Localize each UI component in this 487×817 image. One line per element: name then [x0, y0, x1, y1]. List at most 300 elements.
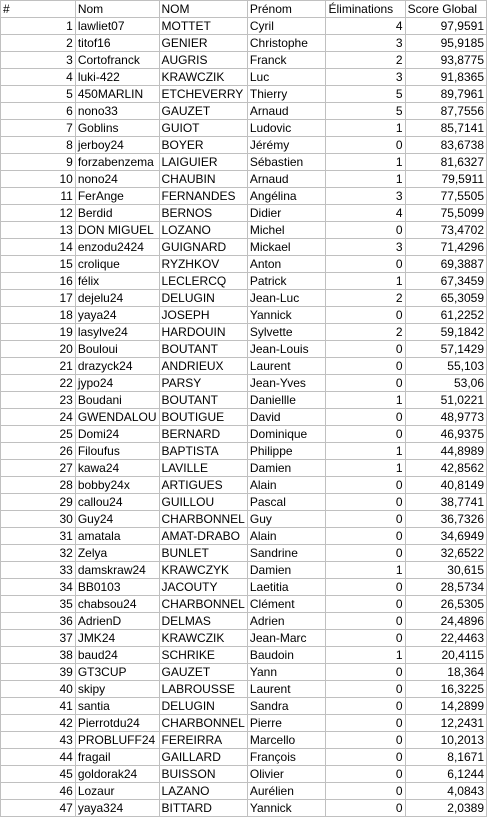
- eliminations-cell[interactable]: 3: [326, 35, 405, 52]
- score-cell[interactable]: 51,0221: [405, 392, 486, 409]
- eliminations-cell[interactable]: 0: [326, 358, 405, 375]
- score-cell[interactable]: 95,9185: [405, 35, 486, 52]
- score-cell[interactable]: 77,5505: [405, 188, 486, 205]
- eliminations-cell[interactable]: 5: [326, 103, 405, 120]
- pseudo-cell[interactable]: Lozaur: [75, 783, 159, 800]
- table-row: [1, 443, 487, 460]
- lastname-cell[interactable]: MOTTET: [159, 18, 247, 35]
- header-cell-pseudo[interactable]: Nom: [75, 1, 159, 18]
- lastname-cell[interactable]: GUILLOU: [159, 494, 247, 511]
- pseudo-cell[interactable]: skipy: [75, 681, 159, 698]
- rank-cell[interactable]: 4: [1, 69, 76, 86]
- firstname-cell[interactable]: Jean-Luc: [247, 290, 326, 307]
- lastname-cell[interactable]: CHARBONNEL: [159, 596, 247, 613]
- eliminations-cell[interactable]: 1: [326, 171, 405, 188]
- pseudo-cell[interactable]: enzodu2424: [75, 239, 159, 256]
- firstname-cell[interactable]: Laetitia: [247, 579, 326, 596]
- rank-cell[interactable]: 36: [1, 613, 76, 630]
- pseudo-cell[interactable]: yaya324: [75, 800, 159, 817]
- pseudo-cell[interactable]: AdrienD: [75, 613, 159, 630]
- score-cell[interactable]: 32,6522: [405, 545, 486, 562]
- firstname-cell[interactable]: Luc: [247, 69, 326, 86]
- rank-cell[interactable]: 1: [1, 18, 76, 35]
- lastname-cell[interactable]: BERNOS: [159, 205, 247, 222]
- score-cell[interactable]: 38,7741: [405, 494, 486, 511]
- lastname-cell[interactable]: LECLERCQ: [159, 273, 247, 290]
- firstname-cell[interactable]: Mickael: [247, 239, 326, 256]
- pseudo-cell[interactable]: JMK24: [75, 630, 159, 647]
- firstname-cell[interactable]: Jean-Marc: [247, 630, 326, 647]
- lastname-cell[interactable]: GAILLARD: [159, 749, 247, 766]
- table-row: [1, 86, 487, 103]
- rank-cell[interactable]: 7: [1, 120, 76, 137]
- eliminations-cell[interactable]: 0: [326, 341, 405, 358]
- score-cell[interactable]: 81,6327: [405, 154, 486, 171]
- firstname-cell[interactable]: Sylvette: [247, 324, 326, 341]
- firstname-cell[interactable]: Jean-Yves: [247, 375, 326, 392]
- pseudo-cell[interactable]: lasylve24: [75, 324, 159, 341]
- eliminations-cell[interactable]: 0: [326, 256, 405, 273]
- lastname-cell[interactable]: FEREIRRA: [159, 732, 247, 749]
- header-cell-firstname[interactable]: Prénom: [247, 1, 326, 18]
- rank-cell[interactable]: 33: [1, 562, 76, 579]
- eliminations-cell[interactable]: 0: [326, 409, 405, 426]
- lastname-cell[interactable]: LAZANO: [159, 783, 247, 800]
- firstname-cell[interactable]: Cyril: [247, 18, 326, 35]
- pseudo-cell[interactable]: Filoufus: [75, 443, 159, 460]
- rank-cell[interactable]: 13: [1, 222, 76, 239]
- firstname-cell[interactable]: Marcello: [247, 732, 326, 749]
- eliminations-cell[interactable]: 0: [326, 494, 405, 511]
- lastname-cell[interactable]: LAIGUIER: [159, 154, 247, 171]
- table-row: [1, 239, 487, 256]
- lastname-cell[interactable]: GUIOT: [159, 120, 247, 137]
- pseudo-cell[interactable]: bobby24x: [75, 477, 159, 494]
- score-cell[interactable]: 4,0843: [405, 783, 486, 800]
- rank-cell[interactable]: 40: [1, 681, 76, 698]
- rank-cell[interactable]: 15: [1, 256, 76, 273]
- rank-cell[interactable]: 21: [1, 358, 76, 375]
- eliminations-cell[interactable]: 1: [326, 392, 405, 409]
- eliminations-cell[interactable]: 3: [326, 69, 405, 86]
- firstname-cell[interactable]: Aurélien: [247, 783, 326, 800]
- pseudo-cell[interactable]: nono33: [75, 103, 159, 120]
- firstname-cell[interactable]: Jean-Louis: [247, 341, 326, 358]
- lastname-cell[interactable]: BITTARD: [159, 800, 247, 817]
- rank-cell[interactable]: 18: [1, 307, 76, 324]
- rank-cell[interactable]: 41: [1, 698, 76, 715]
- score-cell[interactable]: 87,7556: [405, 103, 486, 120]
- eliminations-cell[interactable]: 0: [326, 698, 405, 715]
- pseudo-cell[interactable]: crolique: [75, 256, 159, 273]
- pseudo-cell[interactable]: félix: [75, 273, 159, 290]
- lastname-cell[interactable]: HARDOUIN: [159, 324, 247, 341]
- eliminations-cell[interactable]: 0: [326, 137, 405, 154]
- rank-cell[interactable]: 22: [1, 375, 76, 392]
- score-cell[interactable]: 93,8775: [405, 52, 486, 69]
- pseudo-cell[interactable]: dejelu24: [75, 290, 159, 307]
- score-cell[interactable]: 83,6738: [405, 137, 486, 154]
- lastname-cell[interactable]: RYZHKOV: [159, 256, 247, 273]
- firstname-cell[interactable]: Sandrine: [247, 545, 326, 562]
- header-cell-lastname[interactable]: NOM: [159, 1, 247, 18]
- lastname-cell[interactable]: AMAT-DRABO: [159, 528, 247, 545]
- rank-cell[interactable]: 10: [1, 171, 76, 188]
- rank-cell[interactable]: 3: [1, 52, 76, 69]
- firstname-cell[interactable]: Sandra: [247, 698, 326, 715]
- pseudo-cell[interactable]: lawliet07: [75, 18, 159, 35]
- score-cell[interactable]: 79,5911: [405, 171, 486, 188]
- score-cell[interactable]: 14,2899: [405, 698, 486, 715]
- firstname-cell[interactable]: Jérémy: [247, 137, 326, 154]
- pseudo-cell[interactable]: goldorak24: [75, 766, 159, 783]
- score-cell[interactable]: 85,7141: [405, 120, 486, 137]
- pseudo-cell[interactable]: Bouloui: [75, 341, 159, 358]
- eliminations-cell[interactable]: 0: [326, 664, 405, 681]
- eliminations-cell[interactable]: 2: [326, 290, 405, 307]
- firstname-cell[interactable]: Adrien: [247, 613, 326, 630]
- header-cell-score[interactable]: Score Global: [405, 1, 486, 18]
- lastname-cell[interactable]: JACOUTY: [159, 579, 247, 596]
- firstname-cell[interactable]: Ludovic: [247, 120, 326, 137]
- lastname-cell[interactable]: BOUTIGUE: [159, 409, 247, 426]
- eliminations-cell[interactable]: 2: [326, 52, 405, 69]
- rank-cell[interactable]: 30: [1, 511, 76, 528]
- pseudo-cell[interactable]: BB0103: [75, 579, 159, 596]
- table-row: [1, 647, 487, 664]
- rank-cell[interactable]: 44: [1, 749, 76, 766]
- pseudo-cell[interactable]: GWENDALOU: [75, 409, 159, 426]
- rank-cell[interactable]: 16: [1, 273, 76, 290]
- pseudo-cell[interactable]: drazyck24: [75, 358, 159, 375]
- eliminations-cell[interactable]: 1: [326, 273, 405, 290]
- lastname-cell[interactable]: GAUZET: [159, 664, 247, 681]
- score-cell[interactable]: 69,3887: [405, 256, 486, 273]
- lastname-cell[interactable]: BUNLET: [159, 545, 247, 562]
- table-row: [1, 800, 487, 817]
- eliminations-cell[interactable]: 0: [326, 596, 405, 613]
- pseudo-cell[interactable]: PROBLUFF24: [75, 732, 159, 749]
- score-cell[interactable]: 67,3459: [405, 273, 486, 290]
- rank-cell[interactable]: 38: [1, 647, 76, 664]
- lastname-cell[interactable]: KRAWCZYK: [159, 562, 247, 579]
- lastname-cell[interactable]: DELUGIN: [159, 290, 247, 307]
- pseudo-cell[interactable]: Boudani: [75, 392, 159, 409]
- score-cell[interactable]: 6,1244: [405, 766, 486, 783]
- table-row: [1, 613, 487, 630]
- pseudo-cell[interactable]: callou24: [75, 494, 159, 511]
- score-cell[interactable]: 53,06: [405, 375, 486, 392]
- score-cell[interactable]: 59,1842: [405, 324, 486, 341]
- table-row: [1, 494, 487, 511]
- lastname-cell[interactable]: BERNARD: [159, 426, 247, 443]
- firstname-cell[interactable]: Yannick: [247, 307, 326, 324]
- rank-cell[interactable]: 37: [1, 630, 76, 647]
- eliminations-cell[interactable]: 0: [326, 681, 405, 698]
- rank-cell[interactable]: 28: [1, 477, 76, 494]
- eliminations-cell[interactable]: 1: [326, 460, 405, 477]
- pseudo-cell[interactable]: DON MIGUEL: [75, 222, 159, 239]
- score-cell[interactable]: 34,6949: [405, 528, 486, 545]
- rank-cell[interactable]: 14: [1, 239, 76, 256]
- lastname-cell[interactable]: KRAWCZIK: [159, 630, 247, 647]
- firstname-cell[interactable]: Patrick: [247, 273, 326, 290]
- firstname-cell[interactable]: Didier: [247, 205, 326, 222]
- table-row: [1, 52, 487, 69]
- lastname-cell[interactable]: ARTIGUES: [159, 477, 247, 494]
- rank-cell[interactable]: 17: [1, 290, 76, 307]
- score-cell[interactable]: 97,9591: [405, 18, 486, 35]
- rank-cell[interactable]: 23: [1, 392, 76, 409]
- rank-cell[interactable]: 47: [1, 800, 76, 817]
- score-cell[interactable]: 22,4463: [405, 630, 486, 647]
- lastname-cell[interactable]: KRAWCZIK: [159, 69, 247, 86]
- score-cell[interactable]: 44,8989: [405, 443, 486, 460]
- table-row: [1, 528, 487, 545]
- lastname-cell[interactable]: JOSEPH: [159, 307, 247, 324]
- firstname-cell[interactable]: Angélina: [247, 188, 326, 205]
- eliminations-cell[interactable]: 1: [326, 120, 405, 137]
- pseudo-cell[interactable]: titof16: [75, 35, 159, 52]
- lastname-cell[interactable]: LABROUSSE: [159, 681, 247, 698]
- score-cell[interactable]: 2,0389: [405, 800, 486, 817]
- eliminations-cell[interactable]: 0: [326, 783, 405, 800]
- eliminations-cell[interactable]: 0: [326, 579, 405, 596]
- eliminations-cell[interactable]: 2: [326, 324, 405, 341]
- header-cell-eliminations[interactable]: Éliminations: [326, 1, 405, 18]
- rank-cell[interactable]: 19: [1, 324, 76, 341]
- firstname-cell[interactable]: Laurent: [247, 358, 326, 375]
- table-row: [1, 664, 487, 681]
- lastname-cell[interactable]: DELUGIN: [159, 698, 247, 715]
- eliminations-cell[interactable]: 1: [326, 562, 405, 579]
- pseudo-cell[interactable]: chabsou24: [75, 596, 159, 613]
- pseudo-cell[interactable]: Pierrotdu24: [75, 715, 159, 732]
- score-cell[interactable]: 65,3059: [405, 290, 486, 307]
- pseudo-cell[interactable]: santia: [75, 698, 159, 715]
- firstname-cell[interactable]: Damien: [247, 562, 326, 579]
- rank-cell[interactable]: 27: [1, 460, 76, 477]
- lastname-cell[interactable]: PARSY: [159, 375, 247, 392]
- lastname-cell[interactable]: DELMAS: [159, 613, 247, 630]
- pseudo-cell[interactable]: amatala: [75, 528, 159, 545]
- lastname-cell[interactable]: BOUTANT: [159, 392, 247, 409]
- firstname-cell[interactable]: Christophe: [247, 35, 326, 52]
- firstname-cell[interactable]: Sébastien: [247, 154, 326, 171]
- rank-cell[interactable]: 26: [1, 443, 76, 460]
- score-cell[interactable]: 71,4296: [405, 239, 486, 256]
- lastname-cell[interactable]: LOZANO: [159, 222, 247, 239]
- firstname-cell[interactable]: Guy: [247, 511, 326, 528]
- firstname-cell[interactable]: Yann: [247, 664, 326, 681]
- table-row: [1, 103, 487, 120]
- eliminations-cell[interactable]: 0: [326, 715, 405, 732]
- pseudo-cell[interactable]: Goblins: [75, 120, 159, 137]
- score-cell[interactable]: 28,5734: [405, 579, 486, 596]
- pseudo-cell[interactable]: Cortofranck: [75, 52, 159, 69]
- firstname-cell[interactable]: Michel: [247, 222, 326, 239]
- pseudo-cell[interactable]: Berdid: [75, 205, 159, 222]
- firstname-cell[interactable]: Yannick: [247, 800, 326, 817]
- eliminations-cell[interactable]: 0: [326, 630, 405, 647]
- lastname-cell[interactable]: BAPTISTA: [159, 443, 247, 460]
- rank-cell[interactable]: 45: [1, 766, 76, 783]
- lastname-cell[interactable]: ANDRIEUX: [159, 358, 247, 375]
- eliminations-cell[interactable]: 0: [326, 528, 405, 545]
- firstname-cell[interactable]: Arnaud: [247, 103, 326, 120]
- eliminations-cell[interactable]: 0: [326, 749, 405, 766]
- rank-cell[interactable]: 39: [1, 664, 76, 681]
- pseudo-cell[interactable]: Guy24: [75, 511, 159, 528]
- pseudo-cell[interactable]: fragail: [75, 749, 159, 766]
- firstname-cell[interactable]: David: [247, 409, 326, 426]
- table-row: [1, 137, 487, 154]
- rank-cell[interactable]: 20: [1, 341, 76, 358]
- pseudo-cell[interactable]: FerAnge: [75, 188, 159, 205]
- rank-cell[interactable]: 2: [1, 35, 76, 52]
- firstname-cell[interactable]: Pascal: [247, 494, 326, 511]
- eliminations-cell[interactable]: 0: [326, 222, 405, 239]
- eliminations-cell[interactable]: 0: [326, 545, 405, 562]
- eliminations-cell[interactable]: 1: [326, 647, 405, 664]
- firstname-cell[interactable]: Alain: [247, 528, 326, 545]
- score-cell[interactable]: 16,3225: [405, 681, 486, 698]
- eliminations-cell[interactable]: 0: [326, 613, 405, 630]
- firstname-cell[interactable]: Baudoin: [247, 647, 326, 664]
- rank-cell[interactable]: 12: [1, 205, 76, 222]
- rank-cell[interactable]: 42: [1, 715, 76, 732]
- rank-cell[interactable]: 9: [1, 154, 76, 171]
- firstname-cell[interactable]: Pierre: [247, 715, 326, 732]
- eliminations-cell[interactable]: 4: [326, 205, 405, 222]
- firstname-cell[interactable]: Arnaud: [247, 171, 326, 188]
- lastname-cell[interactable]: CHAUBIN: [159, 171, 247, 188]
- eliminations-cell[interactable]: 0: [326, 511, 405, 528]
- rank-cell[interactable]: 25: [1, 426, 76, 443]
- score-cell[interactable]: 73,4702: [405, 222, 486, 239]
- firstname-cell[interactable]: François: [247, 749, 326, 766]
- score-cell[interactable]: 91,8365: [405, 69, 486, 86]
- score-cell[interactable]: 89,7961: [405, 86, 486, 103]
- lastname-cell[interactable]: FERNANDES: [159, 188, 247, 205]
- eliminations-cell[interactable]: 1: [326, 443, 405, 460]
- eliminations-cell[interactable]: 0: [326, 477, 405, 494]
- header-cell-rank[interactable]: #: [1, 1, 76, 18]
- rank-cell[interactable]: 24: [1, 409, 76, 426]
- score-cell[interactable]: 18,364: [405, 664, 486, 681]
- eliminations-cell[interactable]: 0: [326, 307, 405, 324]
- pseudo-cell[interactable]: luki-422: [75, 69, 159, 86]
- pseudo-cell[interactable]: 450MARLIN: [75, 86, 159, 103]
- rank-cell[interactable]: 32: [1, 545, 76, 562]
- eliminations-cell[interactable]: 4: [326, 18, 405, 35]
- eliminations-cell[interactable]: 3: [326, 188, 405, 205]
- eliminations-cell[interactable]: 0: [326, 766, 405, 783]
- pseudo-cell[interactable]: kawa24: [75, 460, 159, 477]
- pseudo-cell[interactable]: Domi24: [75, 426, 159, 443]
- eliminations-cell[interactable]: 5: [326, 86, 405, 103]
- lastname-cell[interactable]: GENIER: [159, 35, 247, 52]
- pseudo-cell[interactable]: baud24: [75, 647, 159, 664]
- firstname-cell[interactable]: Damien: [247, 460, 326, 477]
- pseudo-cell[interactable]: GT3CUP: [75, 664, 159, 681]
- rank-cell[interactable]: 34: [1, 579, 76, 596]
- firstname-cell[interactable]: Philippe: [247, 443, 326, 460]
- rank-cell[interactable]: 6: [1, 103, 76, 120]
- pseudo-cell[interactable]: nono24: [75, 171, 159, 188]
- rank-cell[interactable]: 35: [1, 596, 76, 613]
- score-cell[interactable]: 40,8149: [405, 477, 486, 494]
- score-cell[interactable]: 20,4115: [405, 647, 486, 664]
- firstname-cell[interactable]: Franck: [247, 52, 326, 69]
- firstname-cell[interactable]: Daniellle: [247, 392, 326, 409]
- rank-cell[interactable]: 5: [1, 86, 76, 103]
- lastname-cell[interactable]: ETCHEVERRY: [159, 86, 247, 103]
- score-cell[interactable]: 24,4896: [405, 613, 486, 630]
- score-cell[interactable]: 36,7326: [405, 511, 486, 528]
- score-cell[interactable]: 55,103: [405, 358, 486, 375]
- pseudo-cell[interactable]: jerboy24: [75, 137, 159, 154]
- eliminations-cell[interactable]: 0: [326, 732, 405, 749]
- eliminations-cell[interactable]: 0: [326, 375, 405, 392]
- firstname-cell[interactable]: Anton: [247, 256, 326, 273]
- rank-cell[interactable]: 8: [1, 137, 76, 154]
- pseudo-cell[interactable]: Zelya: [75, 545, 159, 562]
- score-cell[interactable]: 26,5305: [405, 596, 486, 613]
- firstname-cell[interactable]: Laurent: [247, 681, 326, 698]
- lastname-cell[interactable]: CHARBONNEL: [159, 715, 247, 732]
- eliminations-cell[interactable]: 3: [326, 239, 405, 256]
- rank-cell[interactable]: 31: [1, 528, 76, 545]
- lastname-cell[interactable]: LAVILLE: [159, 460, 247, 477]
- score-cell[interactable]: 46,9375: [405, 426, 486, 443]
- score-cell[interactable]: 42,8562: [405, 460, 486, 477]
- eliminations-cell[interactable]: 0: [326, 426, 405, 443]
- pseudo-cell[interactable]: damskraw24: [75, 562, 159, 579]
- lastname-cell[interactable]: AUGRIS: [159, 52, 247, 69]
- firstname-cell[interactable]: Thierry: [247, 86, 326, 103]
- score-cell[interactable]: 10,2013: [405, 732, 486, 749]
- pseudo-cell[interactable]: jypo24: [75, 375, 159, 392]
- firstname-cell[interactable]: Olivier: [247, 766, 326, 783]
- lastname-cell[interactable]: GUIGNARD: [159, 239, 247, 256]
- score-cell[interactable]: 12,2431: [405, 715, 486, 732]
- eliminations-cell[interactable]: 1: [326, 154, 405, 171]
- firstname-cell[interactable]: Clément: [247, 596, 326, 613]
- score-cell[interactable]: 30,615: [405, 562, 486, 579]
- score-cell[interactable]: 8,1671: [405, 749, 486, 766]
- score-cell[interactable]: 48,9773: [405, 409, 486, 426]
- lastname-cell[interactable]: BOUTANT: [159, 341, 247, 358]
- rank-cell[interactable]: 29: [1, 494, 76, 511]
- pseudo-cell[interactable]: forzabenzema: [75, 154, 159, 171]
- pseudo-cell[interactable]: yaya24: [75, 307, 159, 324]
- lastname-cell[interactable]: BOYER: [159, 137, 247, 154]
- firstname-cell[interactable]: Dominique: [247, 426, 326, 443]
- score-cell[interactable]: 61,2252: [405, 307, 486, 324]
- rank-cell[interactable]: 11: [1, 188, 76, 205]
- eliminations-cell[interactable]: 0: [326, 800, 405, 817]
- score-cell[interactable]: 75,5099: [405, 205, 486, 222]
- firstname-cell[interactable]: Alain: [247, 477, 326, 494]
- rank-cell[interactable]: 46: [1, 783, 76, 800]
- lastname-cell[interactable]: GAUZET: [159, 103, 247, 120]
- lastname-cell[interactable]: CHARBONNEL: [159, 511, 247, 528]
- lastname-cell[interactable]: SCHRIKE: [159, 647, 247, 664]
- score-cell[interactable]: 57,1429: [405, 341, 486, 358]
- rank-cell[interactable]: 43: [1, 732, 76, 749]
- lastname-cell[interactable]: BUISSON: [159, 766, 247, 783]
